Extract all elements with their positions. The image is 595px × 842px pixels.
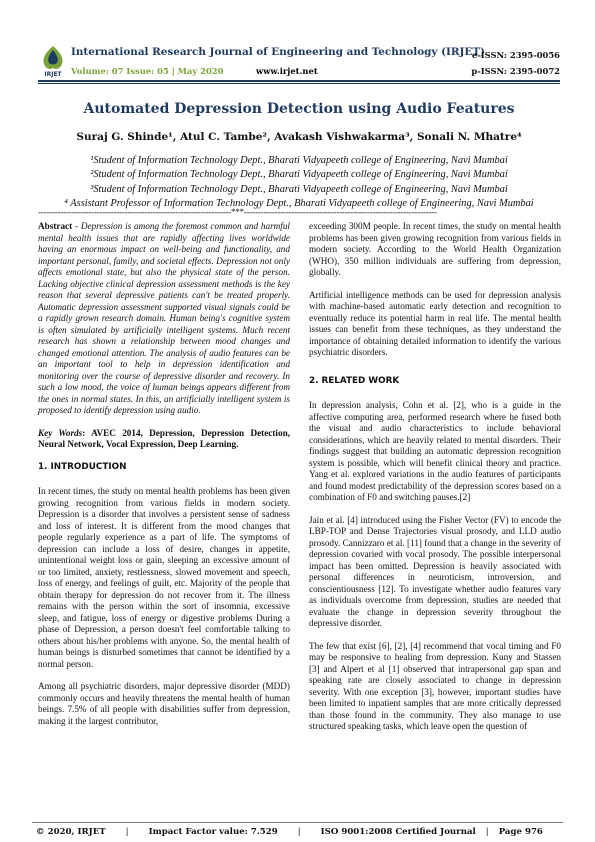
footer-rule: [32, 822, 563, 823]
logo-text: IRJET: [44, 71, 62, 78]
right-column: [309, 221, 561, 744]
left-column: [38, 221, 290, 738]
footer-impact-factor: Impact Factor value: 7.529: [148, 827, 278, 837]
footer-bar-3: |: [485, 827, 489, 837]
section-separator: ---------------------------------------------------------------------***---------------------------------------------------------------------: [38, 207, 437, 217]
abstract: [38, 221, 290, 417]
irjet-logo-icon: [38, 44, 68, 78]
footer-page-number: Page 976: [498, 827, 543, 837]
affiliation-2: ²Student of Information Technology Dept., Bharati Vidyapeeth college of Engineering, Navi Mumbai: [90, 169, 508, 181]
footer-copyright: © 2020, IRJET: [36, 827, 106, 837]
intro-paragraph-1: In recent times, the study on mental health problems has been given growing recognition from various fields in modern society. Depression is a disorder that involves a persistent sense of sadness and loss of interest. It is different from the mood changes that people regularly experience as a part of life. The symptoms of depression can include a loss of desire, changes in appetite, unintentional weight loss or gain, sleeping an excessive amount of or too limited, anxiety, restlessness, slowed movement and speech, loss of energy, and feelings of guilt, etc. Majority of the people that obtain therapy for depression do not recover from it. The illness remains with the person within the sort of insomnia, excessive sleep, and fatigue, loss of energy or digestive problems During a phase of Depression, a person doesn't feel comfortable talking to others about his/her problems with anyone. So, the mental health of human beings is disturbed sometimes that cannot be identified by a normal person.: [38, 486, 290, 669]
journal-website[interactable]: www.irjet.net: [256, 66, 318, 76]
abstract-text: - Depression is among the foremost common and harmful mental health issues that are rapidly affecting lives worldwide having an enormous impact on well-being and functionality, and important personal, family, and societal effects. Depression not only affects emotional state, but also the physical state of the person. Lacking objective clinical depression assessment methods is the key reason that several depressive patients can't be treated properly. Automatic depression assessment supported visual signals could be a rapidly grown research domain. Human being's cognitive system is often simulated by artificially intelligent systems. Much recent research has shown a relationship between mood changes and changed emotional attention. The analysis of audio features can be an important tool to help in depression identification and monitoring over the course of depressive disorder and recovery. In such a low mood, the voice of human beings appears different from the ones in normal states. In this, an artificially intelligent system is proposed to identify depression using audio.: [38, 221, 290, 415]
footer-iso: ISO 9001:2008 Certified Journal: [320, 827, 476, 837]
right-paragraph-1: exceeding 300M people. In recent times, the study on mental health problems has been given growing recognition from various fields in modern society. According to the World Health Organization (WHO), 350 million individuals are suffering from depression, globally.: [309, 221, 561, 277]
related-paragraph-3: The few that exist [6], [2], [4] recommend that vocal timing and F0 may be responsive to healing from depression. Kuny and Stassen [3] and Alpert et al [1] observed that intrapersonal gap span and speaking rate are closely associated to change in depression severity. With one exception [3], however, important studies have been limited to inpatient samples that are more critically depressed than those found in the community. They also manage to use structured speaking tasks, which leave open the question of: [309, 640, 561, 731]
affiliations: [38, 154, 560, 212]
footer-bar-1: |: [125, 827, 129, 837]
header-rule-thin: [38, 83, 560, 84]
footer-bar-2: |: [297, 827, 301, 837]
journal-header: [38, 44, 560, 78]
section-heading-related-work: 2. RELATED WORK: [309, 375, 400, 386]
keywords-text: : AVEC 2014, Depression, Depression Detection, Neural Network, Vocal Expression, Deep Learning.: [38, 427, 290, 449]
affiliation-4: ⁴ Assistant Professor of Information Technology Dept., Bharati Vidyapeeth college of Engineering, Navi Mumbai: [64, 198, 534, 210]
affiliation-1: ¹Student of Information Technology Dept., Bharati Vidyapeeth college of Engineering, Navi Mumbai: [90, 155, 508, 166]
e-issn: e-ISSN: 2395-0056: [471, 50, 560, 60]
author-list: Suraj G. Shinde¹, Atul C. Tambe², Avakash Vishwakarma³, Sonali N. Mhatre⁴: [76, 131, 522, 143]
page-footer: [36, 827, 556, 837]
paper-title: Automated Depression Detection using Audio Features: [83, 101, 515, 117]
affiliation-3: ³Student of Information Technology Dept., Bharati Vidyapeeth college of Engineering, Navi Mumbai: [90, 183, 508, 195]
header-rule: [38, 80, 560, 82]
intro-paragraph-2: Among all psychiatric disorders, major depressive disorder (MDD) commonly occurs and heavily threatens the mental health of human beings. 7.5% of all people with disabilities suffer from depression, making it the largest contributor,: [38, 681, 290, 726]
abstract-label: Abstract: [38, 221, 73, 231]
p-issn: p-ISSN: 2395-0072: [471, 66, 560, 76]
related-paragraph-1: In depression analysis, Cohn et al. [2], who is a guide in the affective computing area, performed research where he fused both the visual and audio characteristics to include behavioral considerations, which are heavily related to mental disorders. Their findings suggest that building an automatic depression recognition system is possible, which will benefit clinical theory and practice. Yang et al. explored variations in the audio features of participants and found modest predictability of the depression scores based on a combination of F0 and switching pauses.[2]: [309, 400, 561, 502]
keywords: [38, 428, 290, 451]
section-heading-introduction: 1. INTRODUCTION: [38, 461, 127, 472]
related-paragraph-2: Jain et al. [4] introduced using the Fisher Vector (FV) to encode the LBP-TOP and Dense Trajectories visual prosody, and LLD audio prosody. Cannizzaro et al. [11] found that a change in the severity of depression covaried with vocal prosody. The possible interpersonal impact has been omitted. Depression is heavily associated with personal differences in neuroticism, introversion, and conscientiousness [12]. To investigate whether audio features vary as individuals overcome from depression, studies are needed that evaluate the change in depression severity throughout the depressive disorder.: [309, 514, 561, 628]
journal-title: International Research Journal of Engineering and Technology (IRJET): [71, 46, 485, 58]
right-paragraph-2: Artificial intelligence methods can be used for depression analysis with machine-based automatic early detection and recognition to eventually reduce its potential harm in real life. The mental health issues can benefit from these techniques, as they understand the importance of obtaining detailed information to identify the various psychiatric disorders.: [309, 289, 561, 357]
keywords-label: Key Words: [38, 427, 83, 438]
volume-issue: Volume: 07 Issue: 05 | May 2020: [71, 66, 224, 76]
